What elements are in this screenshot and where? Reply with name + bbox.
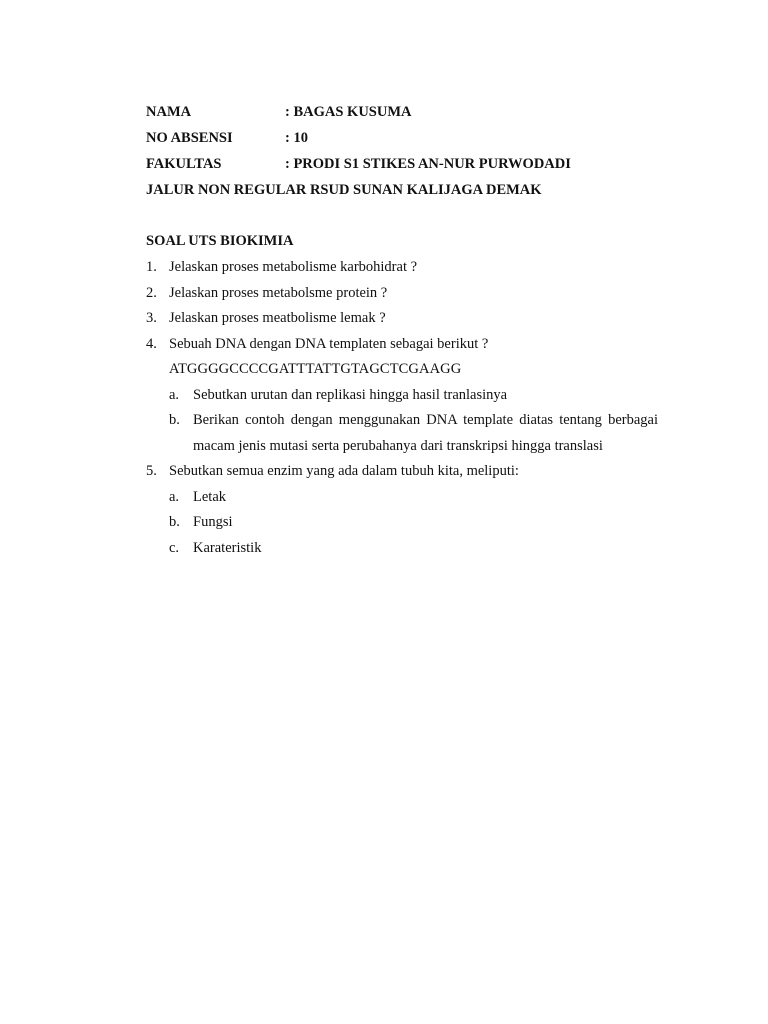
question-text: Jelaskan proses meatbolisme lemak ? xyxy=(169,310,386,326)
sub-item-5a xyxy=(169,485,658,511)
sub-text: Karateristik xyxy=(193,539,262,556)
info-value: : PRODI S1 STIKES AN-NUR PURWODADI xyxy=(285,156,571,172)
info-label: NO ABSENSI xyxy=(146,130,233,146)
sub-text: Sebutkan urutan dan replikasi hingga hasil tranlasinya xyxy=(193,386,508,403)
info-row-no-absensi xyxy=(146,126,658,152)
info-row-nama xyxy=(146,100,658,126)
question-number: 1. xyxy=(146,259,157,275)
question-2 xyxy=(146,281,658,307)
info-label: NAMA xyxy=(146,104,192,120)
question-4-subs xyxy=(146,383,658,460)
question-number: 5. xyxy=(146,463,157,479)
sub-item-4b xyxy=(169,408,658,459)
info-value: : 10 xyxy=(285,130,308,146)
sub-letter: a. xyxy=(169,488,180,505)
question-4 xyxy=(146,332,658,358)
program-line: JALUR NON REGULAR RSUD SUNAN KALIJAGA DEMAK xyxy=(146,182,542,198)
sub-letter: b. xyxy=(169,514,180,530)
question-number: 3. xyxy=(146,310,157,326)
info-value: : BAGAS KUSUMA xyxy=(285,104,412,120)
document-body xyxy=(146,100,658,561)
question-3 xyxy=(146,306,658,332)
question-text: Jelaskan proses metabolisme karbohidrat ? xyxy=(169,259,418,275)
info-row-fakultas xyxy=(146,152,658,178)
question-5-subs xyxy=(146,485,658,562)
question-text: Jelaskan proses metabolsme protein ? xyxy=(169,284,388,301)
question-number: 4. xyxy=(146,335,157,352)
question-text: Sebutkan semua enzim yang ada dalam tubuh kita, meliputi: xyxy=(169,463,519,479)
dna-sequence: ATGGGGCCCCGATTTATTGTAGCTCGAAGG xyxy=(169,361,462,377)
sub-item-5c xyxy=(169,536,658,562)
sub-text: Berikan contoh dengan menggunakan DNA template diatas tentang berbagai macam jenis mutasi serta perubahanya dari transkripsi hingga translasi xyxy=(193,412,658,454)
sub-item-4a xyxy=(169,383,658,409)
sub-text: Letak xyxy=(193,488,227,505)
question-text: Sebuah DNA dengan DNA templaten sebagai berikut ? xyxy=(169,335,489,352)
question-number: 2. xyxy=(146,284,157,301)
sub-letter: b. xyxy=(169,412,180,428)
exam-title: SOAL UTS BIOKIMIA xyxy=(146,233,294,249)
section-spacer xyxy=(146,204,658,229)
question-5 xyxy=(146,459,658,485)
sub-letter: c. xyxy=(169,539,180,556)
question-1 xyxy=(146,255,658,281)
info-label: FAKULTAS xyxy=(146,156,222,172)
sub-item-5b xyxy=(169,510,658,536)
sub-text: Fungsi xyxy=(193,514,233,530)
sub-letter: a. xyxy=(169,386,180,403)
